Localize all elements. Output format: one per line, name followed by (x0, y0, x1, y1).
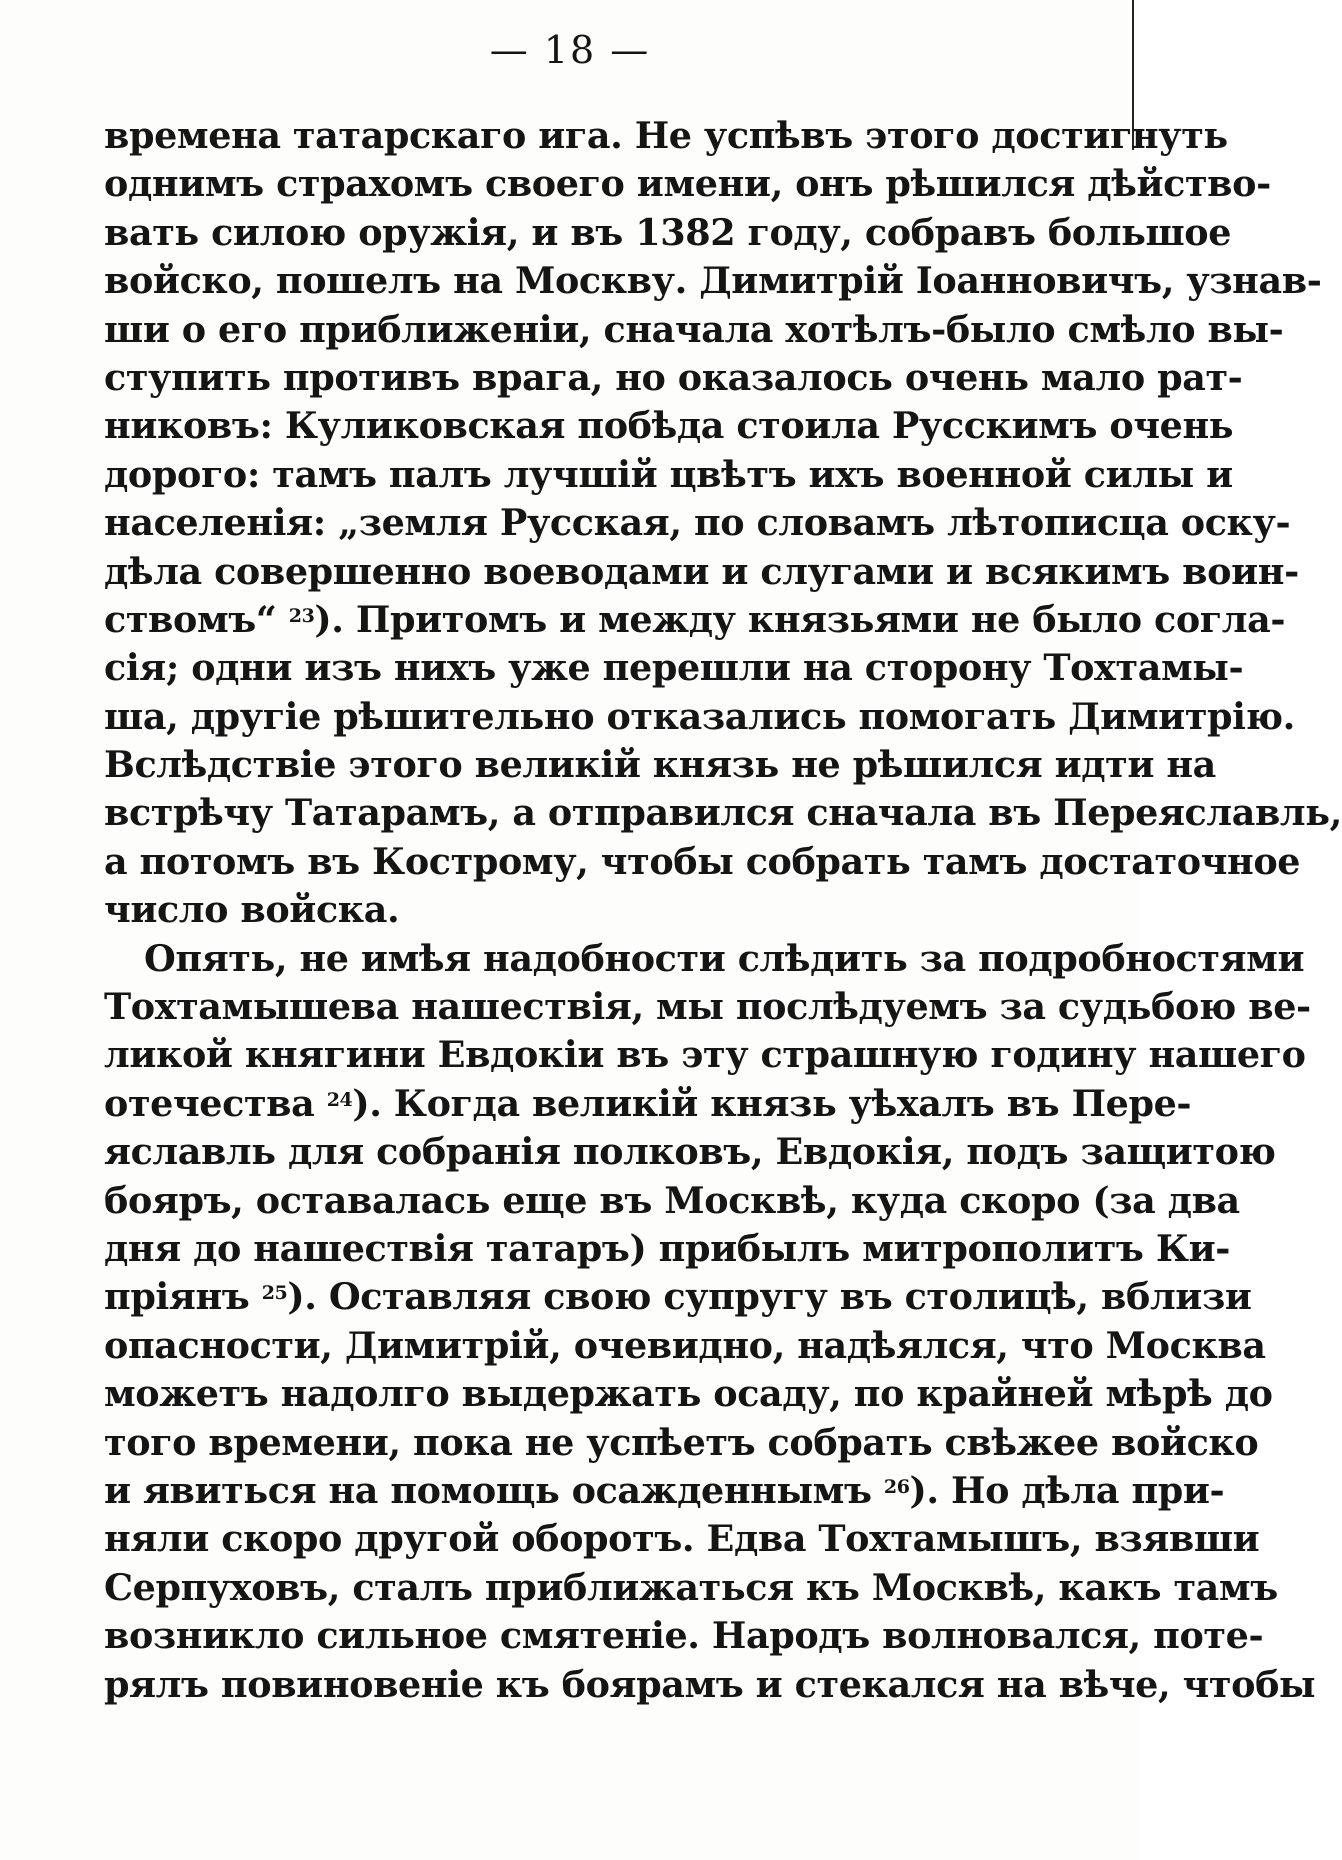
text-run: опасности, Димитрій, очевидно, надѣялся, что Москва (104, 1323, 1266, 1367)
text-line (104, 789, 1342, 837)
text-line (104, 1515, 1260, 1563)
text-run: ). Но дѣла при- (909, 1468, 1225, 1512)
text-run: встрѣчу Татарамъ, а отправился сначала въ Переяславль, (104, 791, 1342, 835)
text-line (104, 402, 1234, 450)
text-run: времена татарскаго ига. Не успѣвъ этого достигнуть (104, 114, 1228, 157)
page-number: — 18 — (489, 28, 651, 72)
text-line (104, 1419, 1259, 1467)
text-line (104, 451, 1233, 499)
text-run: ши о его приближеніи, сначала хотѣлъ-было смѣло вы- (104, 307, 1284, 351)
footnote-marker: 24 (326, 1088, 353, 1111)
text-run: Тохтамышева нашествія, мы послѣдуемъ за судьбою ве- (104, 985, 1311, 1029)
text-run: Опять, не имѣя надобности слѣдить за подробностями (144, 936, 1305, 980)
text-run: ступить противъ врага, но оказалось очень мало рат- (104, 355, 1243, 399)
text-line (104, 112, 1228, 160)
text-run: бояръ, оставалась еще въ Москвѣ, куда скоро (за два (104, 1178, 1240, 1222)
text-line (104, 1128, 1276, 1176)
text-run: и явиться на помощь осажденнымъ (104, 1468, 884, 1512)
text-run: Серпуховъ, сталъ приближаться къ Москвѣ, какъ тамъ (104, 1565, 1278, 1609)
text-line (104, 354, 1243, 402)
text-line (104, 209, 1232, 257)
text-run: пріянъ (104, 1275, 262, 1319)
body-text (104, 112, 1342, 1709)
text-line (104, 1177, 1240, 1225)
text-run: сія; одни изъ нихъ уже перешли на сторону Тохтамы- (104, 646, 1244, 690)
text-line (104, 1080, 1192, 1128)
text-run: населенія: „земля Русская, по словамъ лѣтописца оску- (104, 501, 1291, 545)
text-line (104, 935, 1305, 983)
footnote-marker: 25 (261, 1282, 288, 1305)
text-run: Вслѣдствіе этого великій князь не рѣшился идти на (104, 743, 1216, 787)
text-line (104, 499, 1291, 547)
text-run: дѣла совершенно воеводами и слугами и всякимъ воин- (104, 549, 1299, 593)
text-run: вать силою оружія, и въ 1382 году, собравъ большое (104, 210, 1232, 254)
text-line (104, 983, 1311, 1031)
text-line (104, 306, 1284, 354)
text-run: возникло сильное смятеніе. Народъ волновался, поте- (104, 1614, 1264, 1658)
text-run: няли скоро другой оборотъ. Едва Тохтамышъ, взявши (104, 1517, 1260, 1561)
text-line (104, 1661, 1316, 1709)
text-line (104, 1031, 1306, 1079)
text-run: а потомъ въ Кострому, чтобы собрать тамъ достаточное (104, 839, 1301, 883)
text-run: ша, другіе рѣшительно отказались помогать Димитрію. (104, 694, 1295, 738)
text-line (104, 596, 1286, 644)
text-line (104, 1370, 1273, 1418)
text-run: ). Оставляя свою супругу въ столицѣ, вблизи (287, 1275, 1252, 1319)
text-run: ликой княгини Евдокіи въ эту страшную годину нашего (104, 1033, 1306, 1077)
text-line (104, 257, 1322, 305)
footnote-marker: 26 (883, 1475, 910, 1498)
text-line (104, 838, 1301, 886)
text-run: того времени, пока не успѣетъ собрать свѣжее войско (104, 1420, 1259, 1464)
footnote-marker: 23 (288, 604, 315, 627)
text-line (104, 1273, 1252, 1321)
text-run: дня до нашествія татаръ) прибылъ митрополитъ Ки- (104, 1226, 1231, 1270)
text-run: однимъ страхомъ своего имени, онъ рѣшился дѣйство- (104, 162, 1271, 206)
text-line (104, 1564, 1278, 1612)
text-run: яславль для собранія полковъ, Евдокія, подъ защитою (104, 1130, 1276, 1174)
text-line (104, 1322, 1266, 1370)
text-run: рялъ повиновеніе къ боярамъ и стекался на вѣче, чтобы (104, 1662, 1316, 1706)
paragraph (104, 935, 1316, 1709)
text-run: ). Когда великій князь уѣхалъ въ Пере- (352, 1081, 1192, 1125)
text-line (104, 741, 1216, 789)
text-run: ). Притомъ и между князьями не было согла- (314, 597, 1286, 641)
text-run: ствомъ“ (104, 597, 289, 641)
text-run: дорого: тамъ палъ лучшій цвѣтъ ихъ военной силы и (104, 452, 1233, 496)
text-line (104, 693, 1295, 741)
paragraph (104, 112, 1342, 935)
text-line (104, 1225, 1231, 1273)
text-line (104, 1467, 1225, 1515)
text-run: войско, пошелъ на Москву. Димитрій Іоанновичъ, узнав- (104, 259, 1322, 303)
text-run: отечества (104, 1081, 327, 1125)
text-line (104, 644, 1244, 692)
text-line (104, 160, 1271, 208)
text-run: можетъ надолго выдержать осаду, по крайней мѣрѣ до (104, 1372, 1273, 1416)
text-line (104, 548, 1299, 596)
text-line (104, 1612, 1264, 1660)
text-line (104, 886, 1104, 934)
text-run: число войска. (104, 888, 400, 932)
text-run: никовъ: Куликовская побѣда стоила Русскимъ очень (104, 404, 1234, 448)
